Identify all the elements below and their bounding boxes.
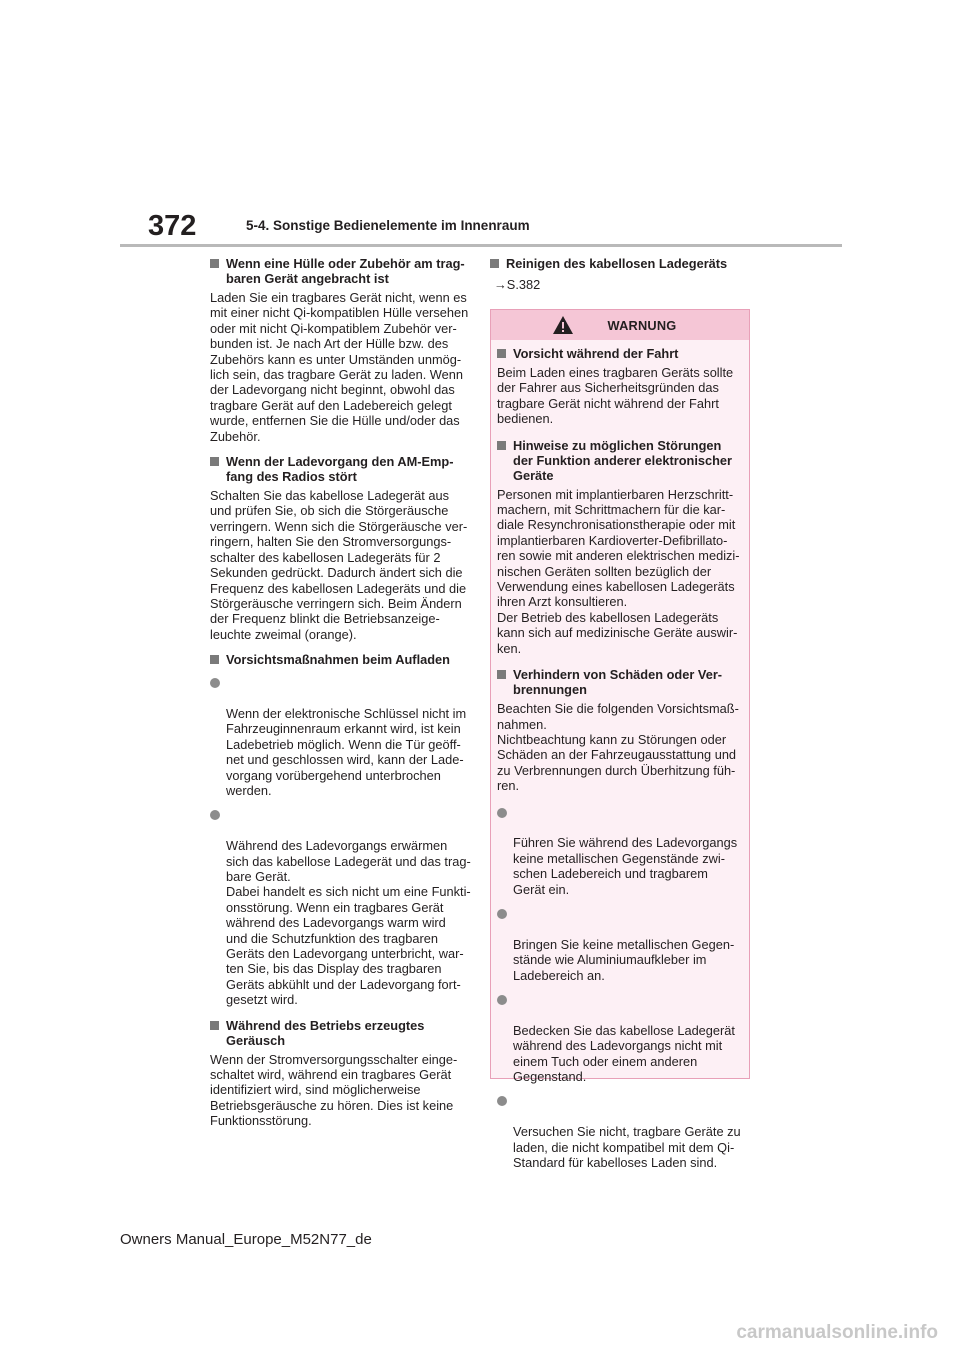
heading-text: Hinweise zu möglichen Störungen der Funktion anderer elektronischer Geräte — [513, 437, 733, 483]
section-heading — [210, 256, 476, 286]
list-item-text: Während des Ladevorgangs erwärmen sich das kabellose Ladegerät und das trag- bare Gerät. Dabei handelt es sich nicht um eine Funkti- onsstörung. Wenn ein tragbares Gerät während des Ladevorgangs warm wird und die Schutzfunktion des tragbaren Geräts den Ladevorgang unterbricht, war- ten Sie, bis das Display des tragbaren Geräts abkühlt und der Ladevorgang fort- gesetzt wird. — [226, 838, 471, 1008]
list-item — [210, 807, 476, 1007]
square-bullet-icon — [497, 670, 506, 679]
heading-text: Wenn eine Hülle oder Zubehör am trag- baren Gerät angebracht ist — [226, 256, 465, 286]
paragraph: Wenn der Stromversorgungsschalter einge- schaltet wird, während ein tragbares Gerät identifiziert wird, sind möglicherweise Betriebsgeräusche zu hören. Dies ist keine Funktionsstörung. — [210, 1051, 458, 1129]
page-number: 372 — [148, 210, 197, 242]
list-item-text: Bedecken Sie das kabellose Ladegerät während des Ladevorgangs nicht mit einem Tuch oder einem anderen Gegenstand. — [513, 1022, 735, 1085]
list-item — [497, 992, 743, 1084]
round-bullet-icon — [210, 810, 220, 820]
section-heading — [210, 1018, 476, 1048]
list-item-text: Bringen Sie keine metallischen Gegen- stände wie Aluminiumaufkleber im Ladebereich an. — [513, 936, 735, 983]
round-bullet-icon — [497, 995, 507, 1005]
paragraph: Laden Sie ein tragbares Gerät nicht, wenn es mit einer nicht Qi-kompatiblen Hülle versehen oder mit nicht Qi-kompatiblem Zubehör ver- bunden ist. Je nach Art der Hülle bzw. des Zubehörs kann es unter Umständen unmög- lich sein, das tragbare Gerät zu laden. Wenn der Ladevorgang nicht beginnt, obwohl das tragbare Gerät auf den Ladebereich gelegt wurde, entfernen Sie die Hülle und/oder das Zubehör. — [210, 290, 469, 444]
section-heading — [210, 652, 476, 667]
header-divider — [120, 244, 842, 247]
heading-text: Während des Betriebs erzeugtes Geräusch — [226, 1017, 425, 1048]
section-title: 5-4. Sonstige Bedienelemente im Innenraum — [246, 218, 530, 233]
square-bullet-icon — [210, 457, 219, 466]
square-bullet-icon — [497, 441, 506, 450]
warning-header — [491, 310, 749, 340]
list-item — [497, 805, 743, 897]
heading-text: Reinigen des kabellosen Ladegeräts — [506, 256, 728, 271]
warning-box — [490, 309, 750, 1171]
heading-text: Vorsicht während der Fahrt — [513, 346, 679, 361]
paragraph: Personen mit implantierbaren Herzschritt- machern, mit Schrittmachern für die kar- diale Resynchronisationstherapie oder mit implantierbaren Kardioverter-Defibrillato- ren sowie mit anderen elektrischen medizi- nischen Geräten sollten bezüglich der Verwendung eines kabellosen Ladegeräts ihren Arzt konsultieren. Der Betrieb des kabellosen Ladegeräts kann sich auf medizinische Geräte auswir- ken. — [497, 486, 740, 656]
right-column — [490, 256, 752, 292]
square-bullet-icon — [210, 655, 219, 664]
left-column — [210, 256, 476, 1139]
paragraph: Schalten Sie das kabellose Ladegerät aus und prüfen Sie, ob sich die Störgeräusche verringern. Wenn sich die Störgeräusche ver- ringern, halten Sie den Stromversorgungs- schalter des kabellosen Ladegeräts für 2 Sekunden gedrückt. Dadurch ändert sich die Frequenz des kabellosen Ladegeräts und die Störgeräusche verringern sich. Beim Ändern der Frequenz blinkt die Betriebsanzeige- leuchte zweimal (orange). — [210, 488, 468, 642]
heading-text: Wenn der Ladevorgang den AM-Emp- fang des Radios stört — [226, 454, 454, 485]
section-heading — [497, 346, 743, 361]
list-item-text: Wenn der elektronische Schlüssel nicht im Fahrzeuginnenraum erkannt wird, ist kein Ladebetrieb möglich. Wenn die Tür geöff- net und geschlossen wird, kann der Lade- vorgang vorübergehend unterbrochen werden. — [226, 705, 467, 798]
square-bullet-icon — [210, 259, 219, 268]
list-item — [497, 906, 743, 983]
section-heading — [490, 256, 752, 271]
paragraph: Beim Laden eines tragbaren Geräts sollte der Fahrer aus Sicherheitsgründen das tragbare Gerät nicht während der Fahrt bedienen. — [497, 365, 734, 427]
paragraph: Beachten Sie die folgenden Vorsichtsmaß- nahmen. Nichtbeachtung kann zu Störungen oder Schäden an der Fahrzeugausstattung und zu Verbrennungen durch Überhitzung füh- ren. — [497, 701, 739, 794]
section-heading — [497, 438, 743, 483]
list-item-text: Führen Sie während des Ladevorgangs keine metallischen Gegenstände zwi- schen Ladebereich und tragbarem Gerät ein. — [513, 835, 738, 897]
square-bullet-icon — [490, 259, 499, 268]
round-bullet-icon — [497, 909, 507, 919]
list-item-text: Versuchen Sie nicht, tragbare Geräte zu laden, die nicht kompatibel mit dem Qi- Standard für kabelloses Laden sind. — [513, 1124, 741, 1171]
round-bullet-icon — [497, 808, 507, 818]
heading-text: Verhindern von Schäden oder Ver- brennungen — [513, 667, 723, 698]
warning-label: WARNUNG — [607, 318, 677, 333]
heading-text: Vorsichtsmaßnahmen beim Aufladen — [226, 652, 450, 668]
list-item — [210, 675, 476, 798]
round-bullet-icon — [497, 1096, 507, 1106]
warning-body — [491, 340, 749, 1170]
footer-manual-id: Owners Manual_Europe_M52N77_de — [120, 1231, 372, 1248]
list-item — [497, 1093, 743, 1170]
watermark: carmanualsonline.info — [736, 1322, 938, 1343]
section-heading — [497, 667, 743, 697]
section-heading — [210, 454, 476, 484]
square-bullet-icon — [210, 1021, 219, 1030]
square-bullet-icon — [497, 349, 506, 358]
page-reference-link[interactable]: →S.382 — [494, 277, 541, 292]
round-bullet-icon — [210, 678, 220, 688]
